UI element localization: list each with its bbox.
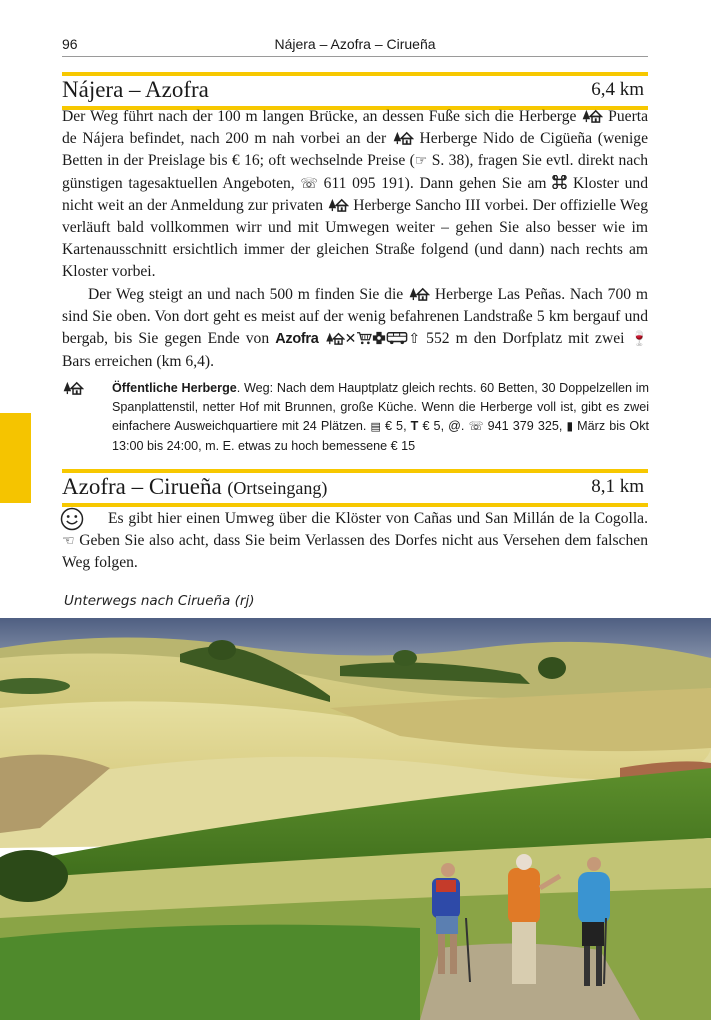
phone-icon: ☏ bbox=[300, 175, 318, 192]
altitude-arrow-icon: ⇧ bbox=[408, 331, 421, 348]
text-run: Herberge Sancho III vorbei. Der offizielle Weg verläuft bald vollkommen wirr und mit Umwegen weiter – gehen Sie also besser wie im Kartenausschnitt ersichtlich immer der gleichen Straße folgend (und dann) nach rechts am Kloster vorbei. bbox=[62, 196, 649, 281]
hostel-icon bbox=[327, 197, 349, 212]
reference-hand-icon: ☞ bbox=[414, 153, 428, 170]
door-icon: ▮ bbox=[566, 419, 574, 434]
text-run: 611 095 191). Dann gehen Sie am bbox=[323, 174, 547, 192]
text-run: März bis Okt 13:00 bis 24:00, m. E. etwas zu hoch bemessene € 15 bbox=[112, 419, 650, 453]
text-run: 552 m den Dorfplatz mit zwei bbox=[426, 330, 625, 348]
shopping-cart-icon bbox=[356, 331, 372, 345]
washing-machine-icon: ▤ bbox=[370, 420, 381, 434]
route-description-paragraph-2 bbox=[62, 284, 648, 373]
text-run: Es gibt hier einen Umweg über die Klöster von Cañas und San Millán de la Cogolla. bbox=[108, 510, 648, 527]
phone-icon: ☏ bbox=[468, 419, 484, 434]
monastery-icon bbox=[552, 175, 567, 189]
section-distance: 6,4 km bbox=[591, 79, 644, 100]
hostel-info-block bbox=[112, 379, 649, 456]
landscape-photo bbox=[0, 618, 711, 1020]
detour-note-paragraph bbox=[62, 508, 648, 575]
town-name-azofra: Azofra bbox=[275, 331, 319, 348]
hostel-info-title: Öffentliche Herberge bbox=[112, 381, 237, 395]
text-run: Geben Sie also acht, dass Sie beim Verlassen des Dorfes nicht aus Versehen dem falschen Weg folgen. bbox=[62, 532, 648, 572]
pharmacy-icon bbox=[372, 331, 386, 345]
page-number: 96 bbox=[62, 36, 78, 52]
text-run: € 5, bbox=[384, 419, 407, 434]
pointing-hand-icon: ☜ bbox=[62, 533, 75, 550]
section-title-text: Nájera – Azofra bbox=[62, 77, 209, 102]
section-title-azofra-ciruena bbox=[62, 469, 648, 507]
text-run: Herberge Nido de Cigüeña (wenige Betten in der Preislage bis € 16; oft wechselnde Preise ( bbox=[62, 130, 648, 170]
text-run: Puerta de Nájera befindet, nach 200 m nah vorbei an der bbox=[62, 108, 649, 148]
photo-caption: Unterwegs nach Cirueña (rj) bbox=[64, 593, 255, 609]
hostel-icon bbox=[325, 331, 345, 345]
text-run: Herberge Las Peñas. Nach 700 m sind Sie oben. Von dort geht es meist auf der wenig befahrenen Landstraße 5 km bergauf und bergab, bis Sie gegen Ende von bbox=[62, 286, 649, 348]
hostel-icon bbox=[62, 380, 84, 395]
bus-icon bbox=[386, 331, 408, 345]
section-distance: 8,1 km bbox=[591, 476, 644, 497]
text-run: Der Weg steigt an und nach 500 m finden Sie die bbox=[88, 286, 404, 303]
section-title-text bbox=[62, 474, 327, 500]
text-run: 941 379 325, bbox=[487, 419, 563, 434]
hostel-icon bbox=[408, 286, 430, 301]
running-header bbox=[62, 36, 648, 57]
text-run: € 5, @. bbox=[422, 419, 465, 434]
restaurant-icon: ✕ bbox=[344, 331, 357, 348]
text-run: S. 38), fragen Sie evtl. direkt nach günstigen tagesaktuellen Angeboten, bbox=[62, 152, 648, 192]
chapter-tab-marker bbox=[0, 413, 31, 503]
hostel-icon bbox=[581, 108, 603, 123]
text-run: Kloster und nicht weit an der Anmeldung zur privaten bbox=[62, 174, 649, 214]
text-run: Bars erreichen (km 6,4). bbox=[62, 352, 214, 370]
bar-glass-icon: 🍷 bbox=[630, 331, 648, 348]
text-run: Der Weg führt nach der 100 m langen Brücke, an dessen Fuße sich die Herberge bbox=[62, 108, 577, 125]
text-run: . Weg: Nach dem Hauptplatz gleich rechts. 60 Betten, 30 Doppelzellen im Spanplattenstil, netter Hof mit Brunnen, große Küche. Wenn die Herberge voll ist, gibt es zwei einfachere Ausweichquartiere mit 24 Plätzen. bbox=[112, 381, 649, 434]
section-title-sub: (Ortseingang) bbox=[227, 478, 328, 498]
dryer-icon: T bbox=[410, 419, 419, 434]
route-description-paragraph bbox=[62, 106, 648, 284]
hostel-icon bbox=[392, 130, 414, 145]
section-title-najera-azofra bbox=[62, 72, 648, 110]
section-title-main: Azofra – Cirueña bbox=[62, 474, 222, 499]
running-title: Nájera – Azofra – Cirueña bbox=[274, 36, 436, 52]
